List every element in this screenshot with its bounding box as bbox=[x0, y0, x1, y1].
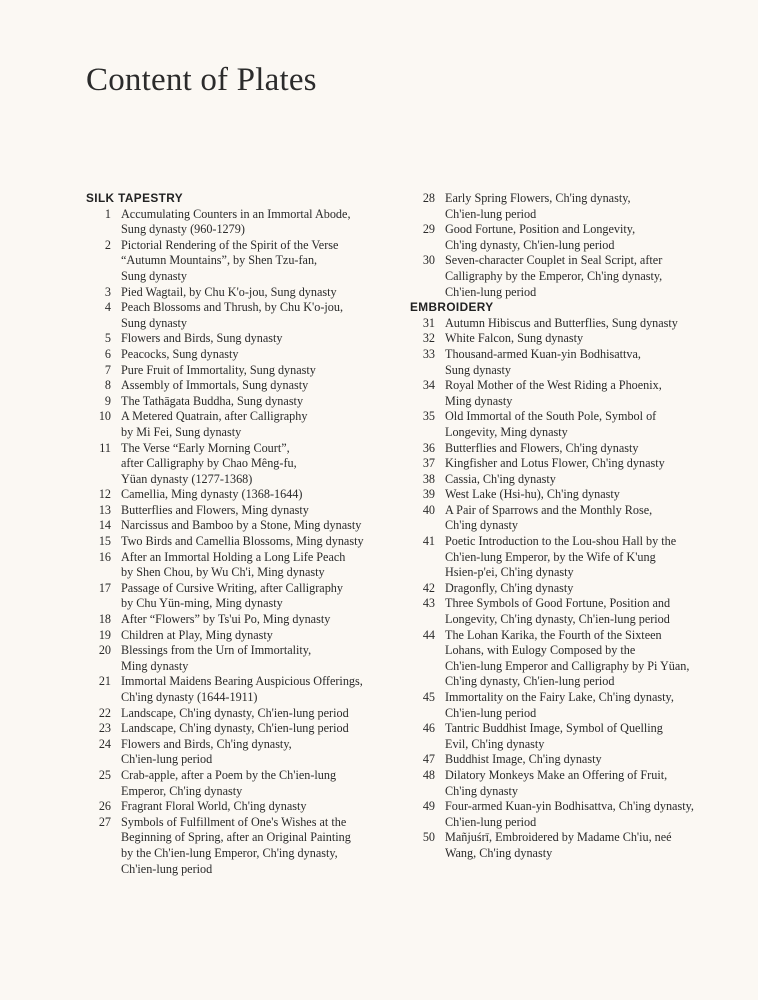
plate-title-line: Immortal Maidens Bearing Auspicious Offerings, bbox=[121, 674, 363, 689]
plate-entry bbox=[410, 596, 730, 627]
plate-title bbox=[445, 316, 730, 332]
plate-entry bbox=[410, 503, 730, 534]
plate-title bbox=[445, 487, 730, 503]
plate-entry bbox=[410, 456, 730, 472]
plate-title-line: Ch'ing dynasty, Ch'ien-lung period bbox=[445, 674, 615, 689]
plate-title bbox=[121, 534, 396, 550]
plate-number: 14 bbox=[98, 518, 111, 533]
plate-number: 22 bbox=[98, 705, 111, 720]
plate-number: 23 bbox=[98, 721, 111, 736]
plate-entry bbox=[86, 768, 396, 799]
plate-entry bbox=[86, 581, 396, 612]
plate-title-line: Blessings from the Urn of Immortality, bbox=[121, 643, 312, 658]
plate-title-line: Tantric Buddhist Image, Symbol of Quelling bbox=[445, 721, 663, 736]
plate-entry bbox=[86, 721, 396, 737]
plate-title bbox=[121, 721, 396, 737]
plate-entry bbox=[86, 612, 396, 628]
plate-title bbox=[121, 550, 396, 581]
plate-title-line: Seven-character Couplet in Seal Script, after bbox=[445, 253, 663, 268]
plate-title-line: Hsien-p'ei, Ch'ing dynasty bbox=[445, 565, 574, 580]
plate-title-line: Ch'ing dynasty (1644-1911) bbox=[121, 690, 258, 704]
plate-title-line: Immortality on the Fairy Lake, Ch'ing dynasty, bbox=[445, 690, 674, 704]
plate-title bbox=[121, 737, 396, 768]
plate-list-silk-tapestry bbox=[86, 207, 396, 878]
plate-title-line: After an Immortal Holding a Long Life Peach bbox=[121, 549, 346, 564]
plate-number: 45 bbox=[422, 690, 435, 704]
plate-number: 34 bbox=[422, 378, 435, 393]
plate-title-line: Calligraphy by the Emperor, Ch'ing dynasty, bbox=[445, 268, 663, 283]
plate-entry bbox=[86, 207, 396, 238]
plate-title bbox=[445, 768, 730, 799]
plate-title-line: White Falcon, Sung dynasty bbox=[445, 331, 584, 346]
plate-title-line: Butterflies and Flowers, Ming dynasty bbox=[121, 502, 309, 517]
plate-title bbox=[121, 706, 396, 722]
plate-number: 27 bbox=[98, 814, 111, 829]
plate-title-line: Evil, Ch'ing dynasty bbox=[445, 736, 545, 751]
plate-title-line: Longevity, Ming dynasty bbox=[445, 424, 568, 439]
plate-title bbox=[121, 363, 396, 379]
plate-title bbox=[445, 799, 730, 830]
section-heading-silk-tapestry: SILK TAPESTRY bbox=[86, 191, 183, 205]
plate-title-line: Ch'ien-lung Emperor and Calligraphy by Pi Yüan, bbox=[445, 658, 690, 673]
plate-title-line: Landscape, Ch'ing dynasty, Ch'ien-lung period bbox=[121, 721, 349, 736]
plate-title bbox=[121, 799, 396, 815]
plate-title-line: After “Flowers” by Ts'ui Po, Ming dynasty bbox=[121, 612, 331, 627]
plate-title-line: Peacocks, Sung dynasty bbox=[121, 346, 239, 361]
plate-title-line: Ming dynasty bbox=[121, 658, 189, 673]
plate-number: 5 bbox=[104, 331, 111, 346]
plate-number: 38 bbox=[422, 471, 435, 486]
plate-title-line: Ch'ien-lung period bbox=[445, 206, 537, 221]
plate-number: 42 bbox=[422, 580, 435, 595]
plate-title-line: Old Immortal of the South Pole, Symbol of bbox=[445, 409, 657, 424]
plate-number: 12 bbox=[98, 487, 111, 502]
plate-entry bbox=[86, 300, 396, 331]
plate-number: 18 bbox=[98, 612, 111, 627]
plate-number: 41 bbox=[422, 534, 435, 549]
plate-title bbox=[121, 300, 396, 331]
plate-entry bbox=[86, 238, 396, 285]
plate-title-line: The Tathāgata Buddha, Sung dynasty bbox=[121, 393, 304, 408]
plate-title-line: Autumn Hibiscus and Butterflies, Sung dynasty bbox=[445, 315, 678, 330]
plate-title bbox=[121, 285, 396, 301]
plate-number: 39 bbox=[422, 487, 435, 502]
plate-title bbox=[121, 503, 396, 519]
plate-entry bbox=[86, 441, 396, 488]
plate-number: 50 bbox=[422, 830, 435, 845]
plate-number: 2 bbox=[104, 237, 111, 252]
plate-title-line: Wang, Ch'ing dynasty bbox=[445, 845, 553, 860]
plate-title-line: A Pair of Sparrows and the Monthly Rose, bbox=[445, 502, 653, 517]
plate-title bbox=[445, 472, 730, 488]
plate-number: 31 bbox=[422, 315, 435, 330]
plate-number: 15 bbox=[98, 534, 111, 549]
plate-number: 20 bbox=[98, 643, 111, 658]
plate-title-line: Butterflies and Flowers, Ch'ing dynasty bbox=[445, 440, 639, 455]
plate-number: 7 bbox=[104, 362, 111, 377]
plate-number: 1 bbox=[104, 206, 111, 221]
plate-title-line: Good Fortune, Position and Longevity, bbox=[445, 222, 636, 237]
plate-title-line: Sung dynasty bbox=[445, 362, 512, 377]
plate-title-line: Landscape, Ch'ing dynasty, Ch'ien-lung period bbox=[121, 705, 349, 720]
plate-entry bbox=[86, 394, 396, 410]
plate-title-line: Dilatory Monkeys Make an Offering of Fruit, bbox=[445, 767, 668, 782]
plate-title bbox=[121, 347, 396, 363]
plate-title-line: Royal Mother of the West Riding a Phoenix, bbox=[445, 378, 662, 393]
plate-entry bbox=[86, 550, 396, 581]
plate-title-line: Passage of Cursive Writing, after Calligraphy bbox=[121, 580, 343, 595]
plate-title-line: by Shen Chou, by Wu Ch'i, Ming dynasty bbox=[121, 565, 325, 580]
plate-title-line: West Lake (Hsi-hu), Ch'ing dynasty bbox=[445, 487, 620, 502]
plate-entry bbox=[410, 628, 730, 690]
plate-title bbox=[445, 830, 730, 861]
plate-title-line: Longevity, Ch'ing dynasty, Ch'ien-lung period bbox=[445, 612, 670, 627]
plate-title bbox=[121, 331, 396, 347]
plate-entry bbox=[410, 472, 730, 488]
plate-title-line: “Autumn Mountains”, by Shen Tzu-fan, bbox=[121, 253, 318, 268]
plate-title-line: Assembly of Immortals, Sung dynasty bbox=[121, 378, 309, 393]
plate-title-line: Early Spring Flowers, Ch'ing dynasty, bbox=[445, 191, 631, 205]
plate-title bbox=[445, 503, 730, 534]
plate-entry bbox=[410, 378, 730, 409]
plate-title-line: Accumulating Counters in an Immortal Abode, bbox=[121, 206, 351, 221]
plate-entry bbox=[410, 253, 730, 300]
plate-number: 36 bbox=[422, 440, 435, 455]
plate-title bbox=[445, 378, 730, 409]
plate-entry bbox=[86, 503, 396, 519]
plate-title-line: Thousand-armed Kuan-yin Bodhisattva, bbox=[445, 346, 641, 361]
plate-title-line: Dragonfly, Ch'ing dynasty bbox=[445, 580, 574, 595]
plate-title bbox=[445, 331, 730, 347]
plate-title bbox=[445, 347, 730, 378]
plate-entry bbox=[410, 799, 730, 830]
plate-entry bbox=[410, 752, 730, 768]
plate-title-line: Ch'ien-lung Emperor, by the Wife of K'ung bbox=[445, 549, 656, 564]
plate-title-line: by the Ch'ien-lung Emperor, Ch'ing dynasty, bbox=[121, 845, 338, 860]
plate-entry bbox=[86, 285, 396, 301]
plate-title bbox=[121, 628, 396, 644]
plate-title-line: Pied Wagtail, by Chu K'o-jou, Sung dynasty bbox=[121, 284, 337, 299]
plate-number: 17 bbox=[98, 580, 111, 595]
plate-entry bbox=[86, 518, 396, 534]
plate-entry bbox=[410, 409, 730, 440]
plate-entry bbox=[410, 768, 730, 799]
plate-title-line: The Lohan Karika, the Fourth of the Sixteen bbox=[445, 627, 662, 642]
plate-entry bbox=[86, 331, 396, 347]
plate-title-line: Ch'ien-lung period bbox=[445, 284, 537, 299]
plate-number: 46 bbox=[422, 721, 435, 736]
plate-number: 49 bbox=[422, 799, 435, 814]
plate-title bbox=[121, 441, 396, 488]
plate-title bbox=[445, 191, 730, 222]
plate-title bbox=[445, 534, 730, 581]
plate-title bbox=[121, 815, 396, 877]
plate-title-line: Children at Play, Ming dynasty bbox=[121, 627, 273, 642]
plate-title-line: Three Symbols of Good Fortune, Position and bbox=[445, 596, 671, 611]
plate-title bbox=[121, 207, 396, 238]
plate-number: 3 bbox=[104, 284, 111, 299]
plate-entry bbox=[86, 409, 396, 440]
plate-list-embroidery bbox=[410, 316, 730, 862]
plate-title-line: Yüan dynasty (1277-1368) bbox=[121, 471, 253, 486]
plate-number: 21 bbox=[98, 674, 111, 689]
plate-entry bbox=[410, 721, 730, 752]
plate-number: 43 bbox=[422, 596, 435, 611]
plate-title-line: Narcissus and Bamboo by a Stone, Ming dynasty bbox=[121, 518, 362, 533]
plate-number: 33 bbox=[422, 346, 435, 361]
plate-title-line: Ch'ien-lung period bbox=[445, 814, 537, 829]
plate-entry bbox=[86, 737, 396, 768]
plate-entry bbox=[86, 487, 396, 503]
plate-title bbox=[121, 378, 396, 394]
plate-title bbox=[445, 222, 730, 253]
plate-title-line: A Metered Quatrain, after Calligraphy bbox=[121, 409, 308, 424]
plate-number: 9 bbox=[104, 393, 111, 408]
plate-entry bbox=[410, 830, 730, 861]
section-heading-embroidery: EMBROIDERY bbox=[410, 300, 494, 315]
plate-entry bbox=[86, 815, 396, 877]
plate-entry bbox=[410, 441, 730, 457]
plate-title-line: Camellia, Ming dynasty (1368-1644) bbox=[121, 487, 303, 502]
plate-entry bbox=[86, 799, 396, 815]
plate-title-line: Emperor, Ch'ing dynasty bbox=[121, 783, 243, 798]
plate-number: 25 bbox=[98, 767, 111, 782]
plate-title-line: Kingfisher and Lotus Flower, Ch'ing dynasty bbox=[445, 456, 665, 471]
plate-title-line: Flowers and Birds, Sung dynasty bbox=[121, 331, 283, 346]
plate-title bbox=[121, 394, 396, 410]
plate-entry bbox=[86, 628, 396, 644]
plate-number: 32 bbox=[422, 331, 435, 346]
plate-entry bbox=[86, 534, 396, 550]
plate-title-line: Peach Blossoms and Thrush, by Chu K'o-jou, bbox=[121, 300, 344, 315]
plate-title-line: Pictorial Rendering of the Spirit of the Verse bbox=[121, 237, 339, 252]
plate-number: 35 bbox=[422, 409, 435, 424]
plate-title bbox=[445, 456, 730, 472]
plate-title bbox=[445, 441, 730, 457]
plate-number: 47 bbox=[422, 752, 435, 767]
plate-title-line: Lohans, with Eulogy Composed by the bbox=[445, 643, 636, 658]
plate-title bbox=[121, 409, 396, 440]
plate-title-line: Mañjuśrī, Embroidered by Madame Ch'iu, neé bbox=[445, 830, 672, 845]
plate-title-line: Four-armed Kuan-yin Bodhisattva, Ch'ing dynasty, bbox=[445, 799, 694, 814]
plate-number: 19 bbox=[98, 627, 111, 642]
plate-title bbox=[445, 628, 730, 690]
plate-title-line: Ch'ing dynasty bbox=[445, 518, 518, 533]
plate-title bbox=[121, 238, 396, 285]
plate-number: 28 bbox=[422, 191, 435, 205]
plate-title-line: Sung dynasty bbox=[121, 268, 188, 283]
plate-number: 29 bbox=[422, 222, 435, 237]
plate-title-line: Sung dynasty bbox=[121, 315, 188, 330]
plate-title-line: Ch'ing dynasty, Ch'ien-lung period bbox=[445, 237, 615, 252]
plate-number: 16 bbox=[98, 549, 111, 564]
plate-number: 4 bbox=[104, 300, 111, 315]
plate-title-line: Cassia, Ch'ing dynasty bbox=[445, 471, 556, 486]
plate-title-line: by Mi Fei, Sung dynasty bbox=[121, 424, 242, 439]
plate-title-line: Ming dynasty bbox=[445, 393, 513, 408]
plate-number: 37 bbox=[422, 456, 435, 471]
plate-title bbox=[121, 612, 396, 628]
plate-title bbox=[121, 487, 396, 503]
plate-number: 8 bbox=[104, 378, 111, 393]
plate-number: 10 bbox=[98, 409, 111, 424]
plate-title bbox=[121, 674, 396, 705]
plate-title-line: Ch'ien-lung period bbox=[121, 752, 213, 767]
plate-title-line: Ch'ien-lung period bbox=[445, 705, 537, 720]
plate-number: 48 bbox=[422, 767, 435, 782]
plate-title-line: Two Birds and Camellia Blossoms, Ming dynasty bbox=[121, 534, 364, 549]
plate-entry bbox=[86, 378, 396, 394]
plate-entry bbox=[410, 690, 730, 721]
plate-title-line: after Calligraphy by Chao Mêng-fu, bbox=[121, 456, 297, 471]
plate-entry bbox=[410, 487, 730, 503]
plate-title-line: Buddhist Image, Ch'ing dynasty bbox=[445, 752, 602, 767]
plate-title-line: by Chu Yün-ming, Ming dynasty bbox=[121, 596, 283, 611]
plate-title-line: Ch'ien-lung period bbox=[121, 861, 213, 876]
plate-title-line: Beginning of Spring, after an Original Painting bbox=[121, 830, 351, 845]
plate-entry bbox=[86, 363, 396, 379]
plate-list-silk-tapestry-continued bbox=[410, 191, 730, 300]
plate-number: 11 bbox=[99, 440, 111, 455]
plate-title-line: Pure Fruit of Immortality, Sung dynasty bbox=[121, 362, 316, 377]
plate-number: 26 bbox=[98, 799, 111, 814]
plate-title bbox=[445, 596, 730, 627]
plate-number: 24 bbox=[98, 736, 111, 751]
plate-entry bbox=[410, 581, 730, 597]
plate-title-line: The Verse “Early Morning Court”, bbox=[121, 440, 290, 455]
plate-title bbox=[445, 253, 730, 300]
plate-title-line: Symbols of Fulfillment of One's Wishes at the bbox=[121, 814, 347, 829]
plate-title bbox=[445, 409, 730, 440]
plate-entry bbox=[410, 534, 730, 581]
plate-number: 44 bbox=[422, 627, 435, 642]
plate-title-line: Crab-apple, after a Poem by the Ch'ien-lung bbox=[121, 767, 337, 782]
plate-number: 40 bbox=[422, 502, 435, 517]
plate-title bbox=[445, 690, 730, 721]
plate-title bbox=[121, 643, 396, 674]
left-column bbox=[86, 191, 396, 877]
plate-entry bbox=[86, 674, 396, 705]
plate-title bbox=[121, 518, 396, 534]
page-title: Content of Plates bbox=[86, 62, 317, 98]
plate-entry bbox=[410, 347, 730, 378]
plate-entry bbox=[410, 316, 730, 332]
right-column bbox=[410, 191, 730, 862]
plate-number: 13 bbox=[98, 502, 111, 517]
plate-entry bbox=[410, 331, 730, 347]
plate-entry bbox=[86, 643, 396, 674]
plate-title-line: Fragrant Floral World, Ch'ing dynasty bbox=[121, 799, 307, 814]
plate-number: 6 bbox=[104, 346, 111, 361]
plate-entry bbox=[86, 347, 396, 363]
plate-title-line: Sung dynasty (960-1279) bbox=[121, 222, 245, 237]
plate-title bbox=[445, 721, 730, 752]
plate-title-line: Ch'ing dynasty bbox=[445, 783, 518, 798]
plate-title bbox=[445, 581, 730, 597]
plate-entry bbox=[410, 222, 730, 253]
plate-title-line: Flowers and Birds, Ch'ing dynasty, bbox=[121, 736, 292, 751]
plate-title bbox=[121, 581, 396, 612]
plate-title-line: Poetic Introduction to the Lou-shou Hall by the bbox=[445, 534, 677, 549]
plate-title bbox=[445, 752, 730, 768]
plate-entry bbox=[410, 191, 730, 222]
plate-entry bbox=[86, 706, 396, 722]
plate-number: 30 bbox=[422, 253, 435, 268]
plate-title bbox=[121, 768, 396, 799]
